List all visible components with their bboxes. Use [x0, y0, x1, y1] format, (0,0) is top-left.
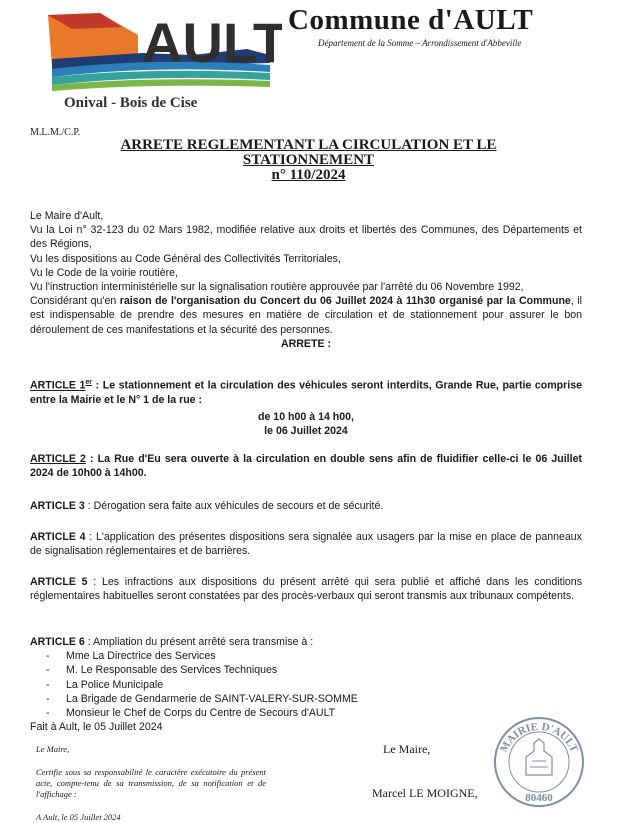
article-5: ARTICLE 5 : Les infractions aux dispositions du présent arrêté qui sera publié et affiché dans les conditions réglementaires habituelles seront constatées par des procès-verbaux qui seront transmis aux tribunaux compétents. — [30, 576, 582, 603]
article-3: ARTICLE 3 : Dérogation sera faite aux véhicules de secours et de sécurité. — [30, 500, 384, 512]
ampliation-list — [30, 649, 582, 720]
article-6-label: ARTICLE 6 — [30, 636, 85, 648]
svg-text:MAIRIE D'AULT — [498, 721, 581, 755]
article-3-label: ARTICLE 3 — [30, 500, 85, 512]
article-1-time: de 10 h00 à 14 h00, — [258, 410, 354, 423]
preamble-maire: Le Maire d'Ault, — [30, 210, 104, 222]
le-maire-label: Le Maire, — [383, 742, 431, 756]
le-maire-small: Le Maire, — [36, 744, 70, 754]
commune-logo — [42, 5, 282, 110]
list-item: - La Police Municipale — [30, 678, 582, 692]
certification-date: A Ault, le 05 Juillet 2024 — [36, 812, 121, 822]
signatory-name: Marcel LE MOIGNE, — [372, 786, 478, 800]
fait-a-ault: Fait à Ault, le 05 Juillet 2024 — [30, 721, 163, 734]
preamble — [30, 209, 582, 351]
article-5-label: ARTICLE 5 — [30, 576, 88, 588]
title-line-2: STATIONNEMENT — [242, 152, 375, 168]
article-2-label: ARTICLE 2 — [30, 453, 86, 465]
preamble-considerant: Considérant qu'en raison de l'organisation du Concert du 06 Juillet 2024 à 11h30 organisé par la Commune, il est indispensable de prendre des mesures en matière de circulation et de stationnement pour assurer le bon déroulement de ces manifestations et la sécurité des personnes. — [30, 295, 582, 336]
list-item: - M. Le Responsable des Services Techniques — [30, 663, 582, 677]
preamble-loi: Vu la Loi n° 32-123 du 02 Mars 1982, modifiée relative aux droits et libertés des Communes, des Départements et des Régions, — [30, 224, 582, 251]
list-item: - La Brigade de Gendarmerie de SAINT-VALERY-SUR-SOMME — [30, 692, 582, 706]
arrete-heading: ARRETE : — [280, 337, 332, 350]
title-number: n° 110/2024 — [271, 167, 346, 183]
department-line: Département de la Somme – Arrondissement d'Abbeville — [318, 38, 522, 48]
title-line-1: ARRETE REGLEMENTANT LA CIRCULATION ET LE — [120, 137, 497, 153]
stamp-postcode: 80460 — [525, 792, 553, 804]
article-4: ARTICLE 4 : L'application des présentes dispositions sera signalée aux usagers par la mise en place de panneaux de signalisation réglementaires et de barrières. — [30, 531, 582, 558]
article-1-label: ARTICLE 1 — [30, 379, 86, 392]
article-4-label: ARTICLE 4 — [30, 531, 86, 543]
document-title — [0, 138, 617, 183]
certification-text: Certifie sous sa responsabilité le caractère exécutoire du présent acte, compte-tenu de sa transmission, de sa notification et de l'affichage : — [36, 767, 266, 799]
article-1-date: le 06 Juillet 2024 — [264, 425, 348, 438]
list-item: - Monsieur le Chef de Corps du Centre de Secours d'AULT — [30, 706, 582, 720]
mairie-stamp — [490, 713, 588, 811]
preamble-cgct: Vu les dispositions au Code Général des Collectivités Territoriales, — [30, 252, 341, 265]
preamble-instruction: Vu l'instruction interministérielle sur la signalisation routière approuvée par l'arrêté du 06 Novembre 1992, — [30, 281, 524, 294]
logo-tagline: Onival - Bois de Cise — [64, 95, 198, 110]
article-6: ARTICLE 6 : Ampliation du présent arrêté sera transmise à : - Mme La Directrice des Services - M. Le Responsable des Services Techniques - La Police Municipale - La Brigade de Gendarmerie de SAINT-VALERY-SUR-SOMME - Monsieur le Chef de Corps du Centre de Secours d'AULT Fait à Ault, le 05 Juillet 2024 — [30, 635, 582, 734]
article-1: ARTICLE 1er : Le stationnement et la circulation des véhicules seront interdits, Grande Rue, partie comprise entre la Mairie et le N° 1 de la rue : de 10 h00 à 14 h00, le 06 Juillet 2024 — [30, 379, 582, 438]
reference-initials: M.L.M./C.P. — [30, 127, 81, 138]
stamp-top-text: MAIRIE D'AULT — [497, 720, 581, 755]
list-item: - Mme La Directrice des Services — [30, 649, 582, 663]
commune-title: Commune d'AULT — [288, 4, 534, 36]
preamble-voirie: Vu le Code de la voirie routière, — [30, 266, 179, 279]
logo-word: AULT — [142, 11, 282, 74]
article-2: ARTICLE 2 : La Rue d'Eu sera ouverte à la circulation en double sens afin de fluidifier celle-ci le 06 Juillet 2024 de 10h00 à 14h00. — [30, 453, 582, 480]
